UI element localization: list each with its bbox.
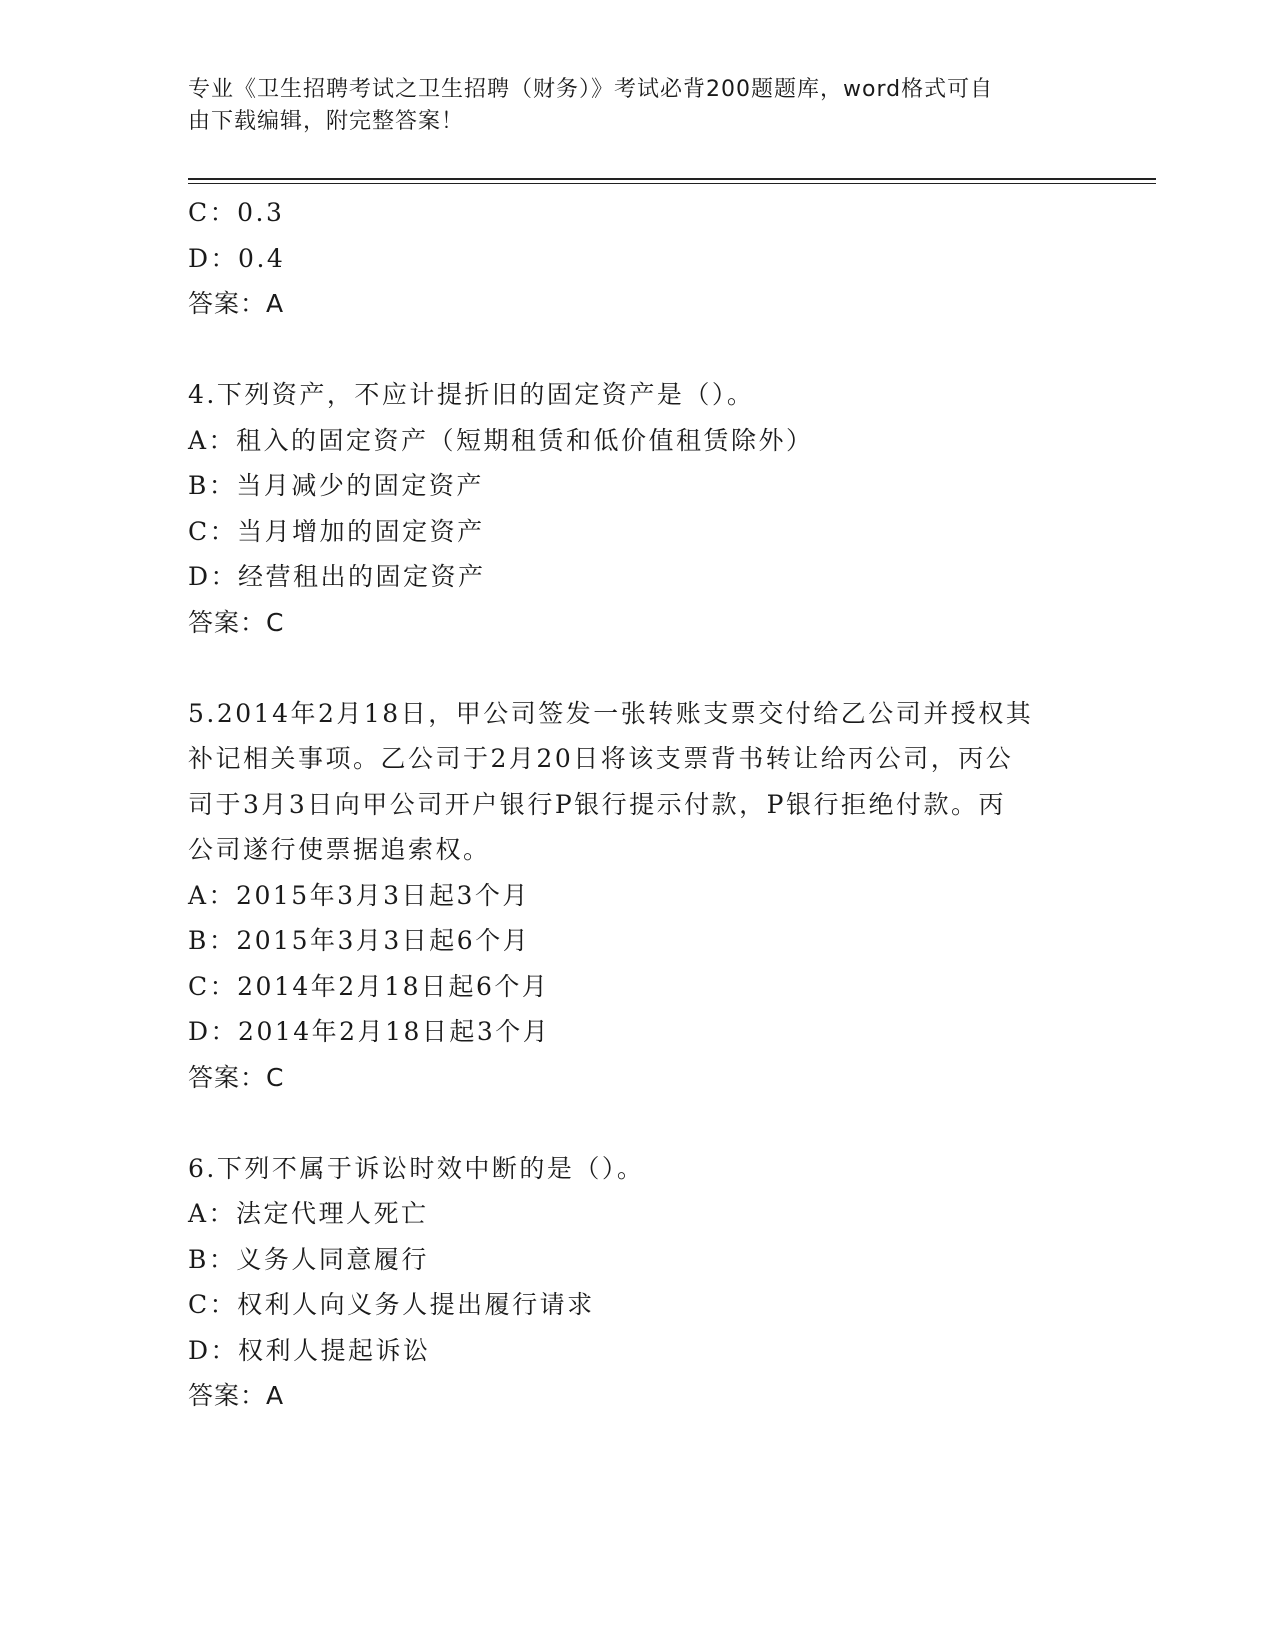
option-b: B：2015年3月3日起6个月 <box>188 926 531 955</box>
option-c: C：权利人向义务人提出履行请求 <box>188 1290 595 1319</box>
option-d: D：2014年2月18日起3个月 <box>188 1017 551 1046</box>
answer-line: 答案：C <box>188 1062 285 1092</box>
option-d: D：0.4 <box>188 243 286 273</box>
question-stem: 4.下列资产，不应计提折旧的固定资产是（）。 <box>188 380 755 409</box>
question-5 <box>188 691 1088 1101</box>
option-c: C：当月增加的固定资产 <box>188 516 485 546</box>
option-c: C：2014年2月18日起6个月 <box>188 971 550 1001</box>
question-stem-line: 公司遂行使票据追索权。 <box>188 835 491 864</box>
question-stem-line: 5.2014年2月18日，甲公司签发一张转账支票交付给乙公司并授权其 <box>188 698 1034 728</box>
answer-line: 答案：C <box>188 607 285 637</box>
question-4 <box>188 372 1088 646</box>
header-divider-thick <box>188 178 1156 180</box>
question-stem-line: 补记相关事项。乙公司于2月20日将该支票背书转让给丙公司，丙公 <box>188 744 1014 773</box>
option-c: C：0.3 <box>188 198 285 227</box>
header-divider-thin <box>188 183 1156 184</box>
question-3-tail <box>188 190 1088 327</box>
option-d: D：权利人提起诉讼 <box>188 1335 431 1365</box>
option-a: A：法定代理人死亡 <box>188 1199 429 1228</box>
spacer <box>188 327 1088 372</box>
option-b: B：义务人同意履行 <box>188 1244 429 1274</box>
header-line-2: 由下载编辑，附完整答案！ <box>188 109 465 134</box>
option-a: A：2015年3月3日起3个月 <box>188 880 530 910</box>
question-6 <box>188 1146 1088 1420</box>
spacer <box>188 1101 1088 1146</box>
question-content <box>188 190 1088 1419</box>
question-stem-line: 司于3月3日向甲公司开户银行P银行提示付款，P银行拒绝付款。丙 <box>188 789 1006 819</box>
option-d: D：经营租出的固定资产 <box>188 562 486 591</box>
question-stem: 6.下列不属于诉讼时效中断的是（）。 <box>188 1153 645 1183</box>
spacer <box>188 646 1088 691</box>
option-a: A：租入的固定资产（短期租赁和低价值租赁除外） <box>188 425 814 455</box>
document-header <box>188 74 1068 138</box>
header-line-1: 专业《卫生招聘考试之卫生招聘（财务）》考试必背200题题库，word格式可自 <box>188 77 994 102</box>
answer-line: 答案：A <box>188 1381 285 1410</box>
option-b: B：当月减少的固定资产 <box>188 471 484 500</box>
answer-line: 答案：A <box>188 289 285 318</box>
